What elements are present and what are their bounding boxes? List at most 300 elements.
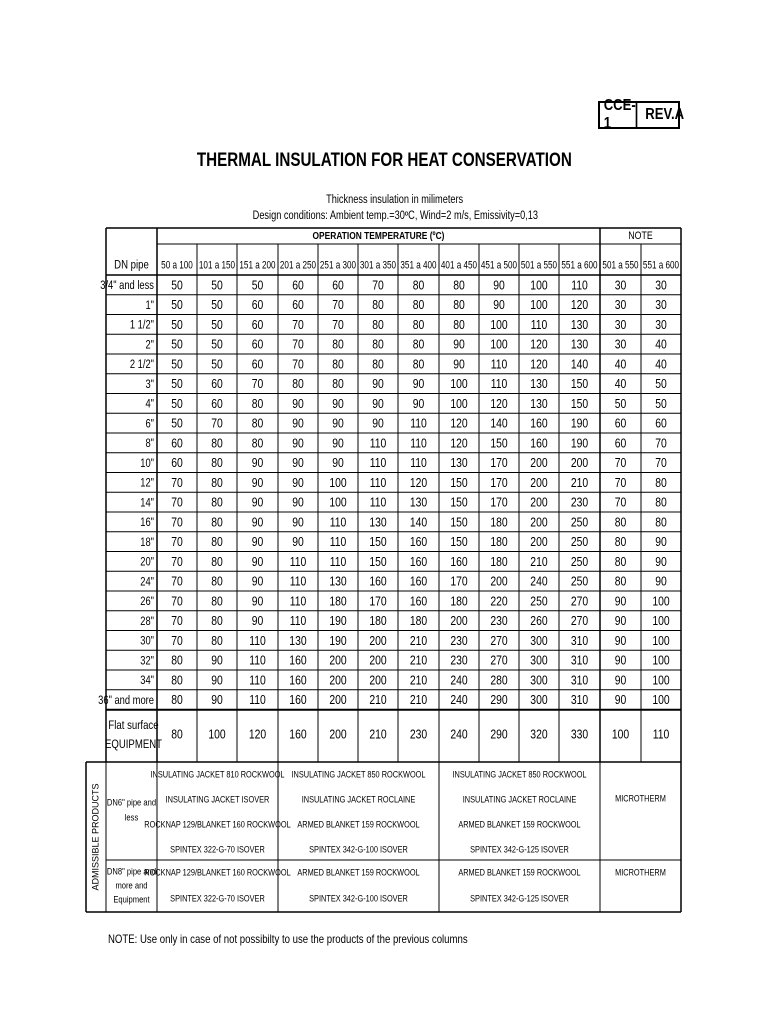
thickness-cell: 200: [530, 515, 548, 530]
thickness-cell: 110: [530, 317, 548, 333]
thickness-cell: 90: [412, 377, 425, 392]
thickness-cell: 70: [171, 535, 183, 550]
thickness-cell: 90: [292, 515, 304, 530]
thickness-cell: 60: [251, 337, 264, 352]
thickness-cell: 100: [450, 396, 468, 412]
thickness-cell: 80: [211, 614, 223, 629]
thickness-cell: 70: [372, 278, 384, 293]
thickness-cell: 80: [251, 416, 264, 431]
thickness-cell: 70: [251, 377, 264, 392]
thickness-cell: 200: [530, 456, 548, 471]
thickness-cell: 70: [614, 475, 627, 491]
thickness-cell: 70: [171, 475, 183, 491]
thickness-cell: 80: [211, 594, 223, 609]
product-name: INSULATING JACKET 850 ROCKWOOL: [291, 769, 426, 780]
flat-thickness-cell: 290: [490, 727, 508, 742]
thickness-cell: 90: [372, 396, 384, 412]
thickness-cell: 80: [412, 337, 425, 352]
thickness-cell: 140: [490, 416, 508, 431]
temperature-range-header: 201 a 250: [279, 259, 317, 272]
thickness-cell: 310: [570, 673, 589, 688]
thickness-cell: 250: [570, 574, 589, 589]
thickness-cell: 100: [490, 317, 508, 333]
thickness-cell: 310: [570, 633, 589, 649]
thickness-cell: 270: [570, 614, 589, 629]
thickness-cell: 50: [211, 317, 223, 333]
pipe-size-label: 28": [140, 614, 154, 629]
thickness-cell: 40: [655, 357, 667, 372]
thickness-cell: 90: [251, 495, 264, 510]
thickness-cell: 200: [329, 693, 347, 708]
thickness-cell: 90: [292, 456, 304, 471]
thickness-cell: 90: [292, 416, 304, 431]
thickness-cell: 250: [530, 594, 548, 609]
thickness-cell: 80: [211, 436, 223, 451]
thickness-cell: 80: [211, 554, 223, 570]
thickness-cell: 180: [490, 554, 508, 570]
thickness-cell: 90: [614, 653, 627, 668]
thickness-cell: 80: [614, 554, 627, 570]
thickness-cell: 120: [570, 298, 589, 313]
pipe-size-label: 8": [145, 437, 154, 451]
thickness-cell: 90: [292, 535, 304, 550]
thickness-cell: 90: [292, 495, 304, 510]
flat-thickness-cell: 210: [369, 727, 387, 742]
thickness-cell: 90: [493, 278, 505, 293]
thickness-cell: 130: [570, 337, 589, 352]
thickness-cell: 70: [332, 317, 344, 333]
product-name: INSULATING JACKET 850 ROCKWOOL: [452, 769, 587, 780]
thickness-cell: 80: [655, 495, 667, 510]
thickness-cell: 60: [251, 298, 264, 313]
thickness-cell: 170: [490, 456, 508, 471]
thickness-cell: 120: [450, 416, 468, 431]
note-range-header: 501 a 550: [602, 259, 639, 272]
thickness-cell: 210: [530, 554, 548, 570]
product-name: ARMED BLANKET 159 ROCKWOOL: [458, 819, 581, 830]
page-title: THERMAL INSULATION FOR HEAT CONSERVATION: [196, 150, 572, 171]
thickness-cell: 70: [171, 614, 183, 629]
temperature-range-header: 251 a 300: [319, 259, 357, 272]
thickness-cell: 90: [453, 337, 465, 352]
thickness-cell: 110: [369, 495, 387, 510]
thickness-cell: 70: [655, 436, 667, 451]
thickness-cell: 50: [655, 377, 667, 392]
thickness-cell: 50: [171, 337, 183, 352]
thickness-cell: 30: [655, 298, 667, 313]
thickness-cell: 180: [490, 515, 508, 530]
thickness-cell: 90: [251, 456, 264, 471]
thickness-cell: 210: [570, 475, 589, 491]
product-name: MICROTHERM: [615, 793, 666, 804]
thickness-cell: 90: [614, 594, 627, 609]
temperature-range-header: 301 a 350: [359, 259, 397, 272]
thickness-cell: 110: [410, 436, 427, 451]
pipe-size-label: 36" and more: [98, 693, 154, 708]
thickness-cell: 110: [289, 554, 307, 570]
thickness-cell: 270: [570, 594, 589, 609]
thickness-cell: 70: [614, 456, 627, 471]
thickness-cell: 190: [570, 436, 589, 451]
product-name: SPINTEX 322-G-70 ISOVER: [170, 844, 265, 855]
thickness-cell: 90: [251, 515, 264, 530]
thickness-cell: 100: [450, 377, 468, 392]
thickness-cell: 60: [171, 436, 183, 451]
thickness-cell: 120: [450, 436, 468, 451]
thickness-cell: 30: [614, 317, 627, 333]
thickness-cell: 90: [655, 535, 667, 550]
flat-thickness-cell: 160: [289, 727, 307, 742]
thickness-cell: 80: [412, 298, 425, 313]
thickness-cell: 80: [332, 337, 344, 352]
thickness-cell: 50: [171, 278, 183, 293]
thickness-cell: 180: [369, 614, 387, 629]
thickness-cell: 110: [571, 278, 588, 293]
thickness-cell: 60: [655, 416, 667, 431]
thickness-cell: 110: [249, 673, 266, 688]
thickness-cell: 80: [372, 337, 384, 352]
temperature-range-header: 50 a 100: [161, 259, 193, 272]
thickness-cell: 80: [332, 377, 344, 392]
pipe-size-label: 2": [145, 338, 154, 352]
thickness-cell: 150: [450, 495, 468, 510]
thickness-cell: 160: [530, 436, 548, 451]
thickness-cell: 70: [332, 298, 344, 313]
thickness-cell: 60: [211, 377, 223, 392]
thickness-cell: 90: [292, 436, 304, 451]
thickness-cell: 90: [251, 535, 264, 550]
thickness-cell: 160: [289, 653, 307, 668]
pipe-size-label: 34": [140, 674, 154, 688]
thickness-cell: 300: [530, 693, 548, 708]
thickness-cell: 90: [292, 475, 304, 491]
thickness-cell: 100: [490, 337, 508, 352]
pipe-size-label: 26": [140, 595, 154, 609]
thickness-cell: 210: [369, 693, 387, 708]
thickness-cell: 70: [171, 633, 183, 649]
thickness-cell: 80: [171, 653, 183, 668]
product-name: ARMED BLANKET 159 ROCKWOOL: [297, 867, 420, 878]
thickness-cell: 60: [614, 416, 627, 431]
thickness-cell: 80: [171, 673, 183, 688]
thickness-cell: 170: [490, 495, 508, 510]
thickness-cell: 30: [614, 298, 627, 313]
temperature-range-header: 351 a 400: [400, 259, 437, 272]
thickness-cell: 120: [530, 337, 548, 352]
pipe-size-label: 1": [145, 298, 154, 313]
footnote: NOTE: Use only in case of not possibilty to use the products of the previous columns: [108, 932, 468, 946]
thickness-cell: 200: [369, 673, 387, 688]
thickness-cell: 100: [652, 633, 670, 649]
thickness-cell: 110: [490, 357, 508, 372]
thickness-cell: 230: [450, 633, 468, 649]
thickness-cell: 170: [450, 574, 468, 589]
thickness-cell: 50: [211, 337, 223, 352]
product-name: SPINTEX 322-G-70 ISOVER: [170, 893, 265, 904]
thickness-cell: 30: [614, 278, 627, 293]
product-name: INSULATING JACKET 810 ROCKWOOL: [150, 769, 285, 780]
thickness-cell: 240: [450, 693, 468, 708]
thickness-cell: 90: [372, 377, 384, 392]
thickness-cell: 200: [530, 475, 548, 491]
thickness-cell: 110: [410, 416, 427, 431]
thickness-cell: 200: [369, 633, 387, 649]
temperature-range-header: 101 a 150: [198, 259, 236, 272]
thickness-cell: 110: [289, 594, 307, 609]
thickness-cell: 200: [530, 535, 548, 550]
thickness-cell: 50: [211, 357, 223, 372]
thickness-cell: 70: [171, 574, 183, 589]
thickness-cell: 110: [249, 693, 266, 708]
thickness-cell: 100: [329, 495, 347, 510]
dn-pipe-header: DN pipe: [114, 258, 149, 272]
thickness-cell: 80: [171, 693, 183, 708]
thickness-cell: 80: [292, 377, 304, 392]
thickness-cell: 80: [211, 535, 223, 550]
thickness-cell: 90: [292, 396, 304, 412]
thickness-cell: 210: [409, 673, 428, 688]
thickness-cell: 40: [614, 357, 627, 372]
thickness-cell: 150: [570, 396, 589, 412]
thickness-cell: 70: [614, 495, 627, 510]
thickness-cell: 100: [652, 594, 670, 609]
thickness-cell: 80: [211, 495, 223, 510]
thickness-cell: 90: [614, 614, 627, 629]
thickness-cell: 310: [570, 693, 589, 708]
pipe-size-label: 1 1/2": [129, 318, 154, 332]
thickness-cell: 60: [171, 456, 183, 471]
thickness-cell: 200: [570, 456, 589, 471]
thickness-cell: 90: [251, 574, 264, 589]
thickness-cell: 160: [409, 574, 428, 589]
thickness-cell: 110: [249, 633, 266, 649]
temperature-range-header: 551 a 600: [561, 259, 598, 272]
note-range-header: 551 a 600: [642, 259, 680, 272]
thickness-cell: 120: [409, 475, 428, 491]
thickness-cell: 80: [372, 357, 384, 372]
thickness-cell: 150: [570, 377, 589, 392]
thickness-cell: 100: [652, 653, 670, 668]
note-header: NOTE: [628, 230, 653, 243]
thickness-cell: 90: [211, 673, 223, 688]
thickness-cell: 40: [655, 337, 667, 352]
thickness-cell: 90: [332, 416, 344, 431]
flat-surface-label: Flat surface: [108, 719, 159, 733]
thickness-cell: 110: [369, 436, 387, 451]
thickness-cell: 100: [652, 693, 670, 708]
thickness-cell: 270: [490, 633, 508, 649]
subtitle-design-conditions: Design conditions: Ambient temp.=30ºC, Wind=2 m/s, Emissivity=0,13: [252, 210, 538, 222]
thickness-cell: 30: [655, 278, 667, 293]
thickness-cell: 130: [530, 396, 548, 412]
thickness-cell: 120: [530, 357, 548, 372]
pipe-size-label: 18": [140, 535, 154, 550]
thickness-cell: 90: [614, 693, 627, 708]
thickness-cell: 100: [652, 614, 670, 629]
thickness-cell: 50: [251, 278, 264, 293]
thickness-cell: 90: [332, 456, 344, 471]
thickness-cell: 60: [332, 278, 344, 293]
product-name: SPINTEX 342-G-125 ISOVER: [470, 844, 569, 855]
thickness-cell: 50: [614, 396, 627, 412]
thickness-cell: 140: [409, 515, 428, 530]
thickness-cell: 80: [655, 475, 667, 491]
thickness-cell: 110: [329, 535, 347, 550]
thickness-cell: 80: [211, 515, 223, 530]
thickness-cell: 90: [211, 653, 223, 668]
product-name: INSULATING JACKET ROCLAINE: [301, 794, 416, 805]
thickness-cell: 200: [490, 574, 508, 589]
thickness-cell: 50: [655, 396, 667, 412]
thickness-cell: 80: [372, 317, 384, 333]
flat-thickness-cell: 230: [409, 727, 428, 742]
thickness-cell: 80: [614, 574, 627, 589]
pipe-size-label: 24": [140, 575, 154, 589]
product-name: SPINTEX 342-G-100 ISOVER: [309, 893, 408, 904]
product-name: INSULATING JACKET ISOVER: [165, 794, 270, 805]
group2-label: Equipment: [113, 893, 150, 905]
thickness-cell: 110: [369, 475, 387, 491]
thickness-cell: 80: [251, 396, 264, 412]
thickness-cell: 60: [211, 396, 223, 412]
product-name: MICROTHERM: [615, 867, 666, 878]
thickness-cell: 280: [490, 673, 508, 688]
thickness-cell: 290: [490, 693, 508, 708]
thickness-cell: 60: [251, 317, 264, 333]
thickness-cell: 210: [409, 693, 428, 708]
pipe-size-label: 20": [140, 555, 154, 569]
document-revision: REV.A: [645, 106, 685, 123]
thickness-cell: 60: [292, 298, 304, 313]
thickness-cell: 90: [251, 594, 264, 609]
thickness-cell: 70: [655, 456, 667, 471]
thickness-cell: 150: [450, 475, 468, 491]
group1-label: less: [124, 811, 139, 823]
thickness-cell: 230: [490, 614, 508, 629]
thickness-cell: 160: [409, 535, 428, 550]
thickness-cell: 200: [329, 673, 347, 688]
thickness-cell: 110: [329, 515, 347, 530]
pipe-size-label: 4": [145, 397, 154, 411]
product-name: ROCKNAP 129/BLANKET 160 ROCKWOOL: [144, 819, 291, 830]
thickness-cell: 50: [211, 278, 223, 293]
thickness-cell: 110: [329, 554, 347, 570]
thickness-cell: 180: [490, 535, 508, 550]
thickness-cell: 80: [211, 574, 223, 589]
thickness-cell: 80: [453, 278, 465, 293]
flat-thickness-cell: 120: [248, 727, 267, 742]
thickness-cell: 100: [329, 475, 347, 491]
thickness-cell: 150: [450, 515, 468, 530]
thickness-cell: 80: [372, 298, 384, 313]
thickness-cell: 140: [570, 357, 589, 372]
equipment-label: EQUIPMENT: [104, 738, 163, 752]
thickness-cell: 160: [530, 416, 548, 431]
thickness-cell: 90: [655, 554, 667, 570]
thickness-cell: 80: [614, 515, 627, 530]
thickness-cell: 30: [655, 317, 667, 333]
pipe-size-label: 10": [140, 456, 154, 471]
thickness-cell: 50: [171, 298, 183, 313]
thickness-cell: 230: [570, 495, 589, 510]
product-name: ARMED BLANKET 159 ROCKWOOL: [297, 819, 420, 830]
thickness-cell: 50: [171, 396, 183, 412]
thickness-cell: 90: [211, 693, 223, 708]
thickness-cell: 50: [171, 416, 183, 431]
thickness-cell: 110: [410, 456, 427, 471]
flat-thickness-cell: 320: [530, 727, 548, 742]
pipe-size-label: 14": [140, 496, 154, 510]
thickness-cell: 220: [490, 594, 508, 609]
thickness-cell: 90: [332, 396, 344, 412]
thickness-cell: 270: [490, 653, 508, 668]
thickness-cell: 300: [530, 633, 548, 649]
thickness-cell: 50: [171, 377, 183, 392]
thickness-cell: 130: [409, 495, 428, 510]
thickness-cell: 190: [329, 633, 347, 649]
thickness-cell: 310: [570, 653, 589, 668]
thickness-cell: 80: [453, 298, 465, 313]
thickness-cell: 80: [614, 535, 627, 550]
flat-thickness-cell: 80: [171, 727, 183, 742]
thickness-cell: 130: [530, 377, 548, 392]
thickness-cell: 30: [614, 337, 627, 352]
thickness-cell: 240: [450, 673, 468, 688]
thickness-cell: 160: [369, 574, 387, 589]
product-name: INSULATING JACKET ROCLAINE: [462, 794, 577, 805]
thickness-cell: 90: [655, 574, 667, 589]
temperature-range-header: 401 a 450: [440, 259, 478, 272]
operation-temperature-header: OPERATION TEMPERATURE (ºC): [312, 229, 445, 243]
thickness-cell: 70: [211, 416, 223, 431]
pipe-size-label: 2 1/2": [129, 358, 154, 372]
thickness-cell: 80: [211, 475, 223, 491]
thickness-cell: 70: [292, 317, 304, 333]
thickness-cell: 90: [332, 436, 344, 451]
thickness-cell: 90: [493, 298, 505, 313]
thickness-cell: 200: [530, 495, 548, 510]
thickness-cell: 80: [211, 456, 223, 471]
thickness-cell: 150: [490, 436, 508, 451]
thickness-cell: 120: [490, 396, 508, 412]
thickness-cell: 110: [289, 614, 307, 629]
thickness-cell: 190: [570, 416, 589, 431]
pipe-size-label: 6": [145, 417, 154, 431]
thickness-cell: 210: [409, 653, 428, 668]
thickness-cell: 60: [292, 278, 304, 293]
thickness-cell: 130: [329, 574, 347, 589]
thickness-cell: 180: [409, 614, 428, 629]
thickness-cell: 160: [409, 594, 428, 609]
thickness-cell: 170: [490, 475, 508, 491]
admissible-products-label: ADMISSIBLE PRODUCTS: [90, 783, 101, 891]
thickness-cell: 90: [251, 614, 264, 629]
thickness-cell: 70: [171, 495, 183, 510]
thickness-cell: 80: [251, 436, 264, 451]
thickness-cell: 200: [329, 653, 347, 668]
pipe-size-label: 16": [140, 516, 154, 530]
thickness-cell: 80: [412, 317, 425, 333]
thickness-cell: 160: [450, 554, 468, 570]
thickness-cell: 60: [251, 357, 264, 372]
thickness-cell: 130: [450, 456, 468, 471]
group2-label: DN8" pipe and: [106, 865, 157, 877]
flat-thickness-cell: 100: [611, 727, 630, 742]
thickness-cell: 200: [369, 653, 387, 668]
pipe-size-label: 12": [140, 476, 154, 490]
thickness-cell: 130: [289, 633, 307, 649]
thickness-cell: 110: [369, 456, 387, 471]
